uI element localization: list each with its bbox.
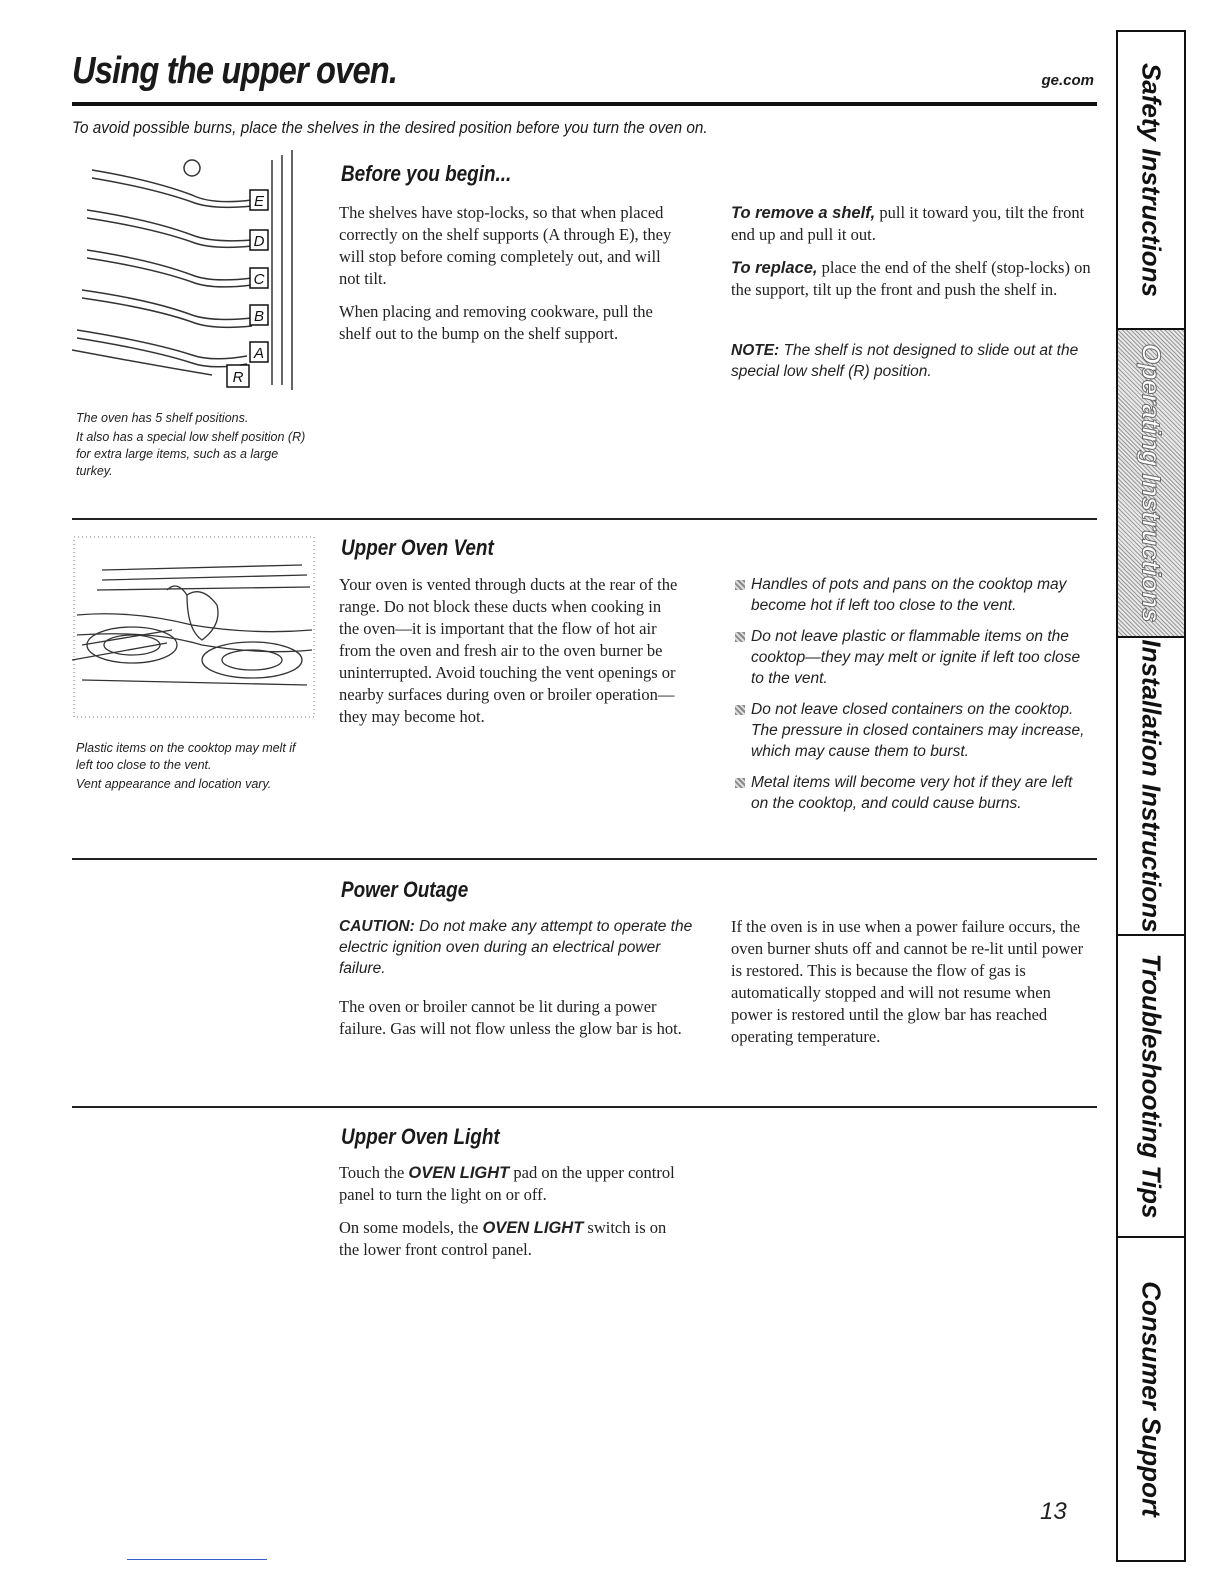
shelf-label-e: E (253, 193, 265, 210)
shelf-instructions (731, 202, 1091, 312)
power-body-left (339, 996, 689, 1051)
caption-line: The oven has 5 shelf positions. (76, 411, 249, 425)
section-divider (72, 858, 1097, 860)
list-item (731, 626, 1091, 689)
heading-upper-oven-light: Upper Oven Light (341, 1124, 500, 1149)
shelf-label-r: R (232, 369, 244, 386)
note-lead: NOTE: (731, 342, 780, 359)
remove-shelf-body: pull it toward you, tilt the front end up and pull it out. (731, 203, 1085, 244)
oven-light-paragraph-1 (339, 1162, 684, 1206)
vent-caption (76, 740, 306, 795)
section-divider (72, 1106, 1097, 1108)
power-caution (339, 916, 694, 990)
bullet-icon (735, 705, 745, 715)
caution-body: Do not make any attempt to operate the electric ignition oven during an electrical power failure. (339, 918, 693, 977)
remove-shelf-text (731, 202, 1091, 246)
tab-label: Installation Instructions (1136, 639, 1167, 933)
oven-light-key: OVEN LIGHT (408, 1164, 510, 1182)
shelf-positions-illustration (72, 150, 322, 395)
bullet-text: Metal items will become very hot if they are left on the cooktop, and could cause burns. (751, 774, 1073, 812)
vent-body (339, 574, 684, 739)
title-rule (72, 102, 1097, 106)
shelf-note (731, 340, 1086, 393)
heading-power-outage: Power Outage (341, 877, 469, 902)
caution-lead: CAUTION: (339, 918, 415, 935)
remove-shelf-lead: To remove a shelf, (731, 204, 876, 222)
paragraph: The oven or broiler cannot be lit during a power failure. Gas will not flow unless the glow bar is hot. (339, 997, 682, 1038)
power-body-right (731, 916, 1091, 1059)
text: switch is on the lower front control panel. (339, 1218, 667, 1259)
tab-safety-instructions[interactable] (1118, 32, 1184, 330)
caution-text (339, 916, 694, 979)
tab-installation-instructions[interactable] (1118, 638, 1184, 936)
site-url: ge.com (1041, 72, 1094, 89)
section-tabs (1116, 30, 1186, 1562)
paragraph: Your oven is vented through ducts at the rear of the range. Do not block these ducts when cooking in the oven—it is important that the flow of hot air from the oven and fresh air to the oven burner be uninterrupted. Avoid touching the vent openings or nearby surfaces during oven or broiler operation—they may become hot. (339, 575, 678, 726)
vent-warnings (731, 574, 1091, 824)
tab-label: Troubleshooting Tips (1136, 953, 1167, 1219)
tab-consumer-support[interactable] (1118, 1238, 1184, 1560)
shelf-caption (76, 410, 306, 482)
intro-text: To avoid possible burns, place the shelves in the desired position before you turn the oven on. (72, 118, 708, 137)
tab-label: Consumer Support (1136, 1281, 1167, 1517)
bullet-text: Handles of pots and pans on the cooktop may become hot if left too close to the vent. (751, 576, 1067, 614)
vent-illustration (72, 535, 317, 720)
note-text (731, 340, 1086, 382)
oven-light-body (339, 1162, 684, 1272)
before-you-begin-body (339, 202, 684, 356)
replace-shelf-lead: To replace, (731, 259, 818, 277)
bullet-text: Do not leave plastic or flammable items on the cooktop—they may melt or ignite if left too close to the vent. (751, 628, 1081, 687)
text: On some models, the (339, 1218, 483, 1237)
paragraph: The shelves have stop-locks, so that when placed correctly on the shelf supports (A through E), they will stop before coming completely out, and will not tilt. (339, 203, 672, 288)
caption-line: Plastic items on the cooktop may melt if left too close to the vent. (76, 741, 296, 772)
list-item (731, 574, 1091, 616)
heading-before-you-begin: Before you begin... (341, 161, 512, 186)
replace-shelf-body: place the end of the shelf (stop-locks) on the support, tilt up the front and push the shelf in. (731, 258, 1091, 299)
tab-label: Operating Instructions (1136, 343, 1167, 623)
footer-line (127, 1559, 267, 1560)
list-item (731, 772, 1091, 814)
shelf-label-a: A (253, 345, 265, 362)
note-body: The shelf is not designed to slide out at the special low shelf (R) position. (731, 342, 1079, 380)
tab-operating-instructions[interactable] (1118, 330, 1184, 638)
tab-troubleshooting-tips[interactable] (1118, 936, 1184, 1238)
paragraph: When placing and removing cookware, pull the shelf out to the bump on the shelf support. (339, 302, 653, 343)
paragraph: If the oven is in use when a power failure occurs, the oven burner shuts off and cannot be re-lit until power is restored. This is because the flow of gas is automatically stopped and will not resume when power is restored until the glow bar has reached operating temperature. (731, 917, 1084, 1046)
section-divider (72, 518, 1097, 520)
caption-line: Vent appearance and location vary. (76, 777, 272, 791)
tab-label: Safety Instructions (1136, 62, 1167, 298)
bullet-icon (735, 778, 745, 788)
page-title: Using the upper oven. (72, 50, 398, 92)
bullet-icon (735, 580, 745, 590)
shelf-label-b: B (253, 308, 265, 325)
list-item (731, 699, 1091, 762)
bullet-text: Do not leave closed containers on the cooktop. The pressure in closed containers may increase, which may cause them to burst. (751, 701, 1085, 760)
oven-light-key: OVEN LIGHT (482, 1219, 584, 1237)
replace-shelf-text (731, 257, 1091, 301)
shelf-label-d: D (253, 233, 265, 250)
text: pad on the upper control panel to turn the light on or off. (339, 1163, 675, 1204)
bullet-icon (735, 632, 745, 642)
oven-light-paragraph-2 (339, 1217, 684, 1261)
text: Touch the (339, 1163, 409, 1182)
caption-line: It also has a special low shelf position (R) for extra large items, such as a large turkey. (76, 430, 306, 478)
heading-upper-oven-vent: Upper Oven Vent (341, 535, 494, 560)
shelf-label-c: C (253, 271, 265, 288)
page-number: 13 (1040, 1498, 1067, 1525)
